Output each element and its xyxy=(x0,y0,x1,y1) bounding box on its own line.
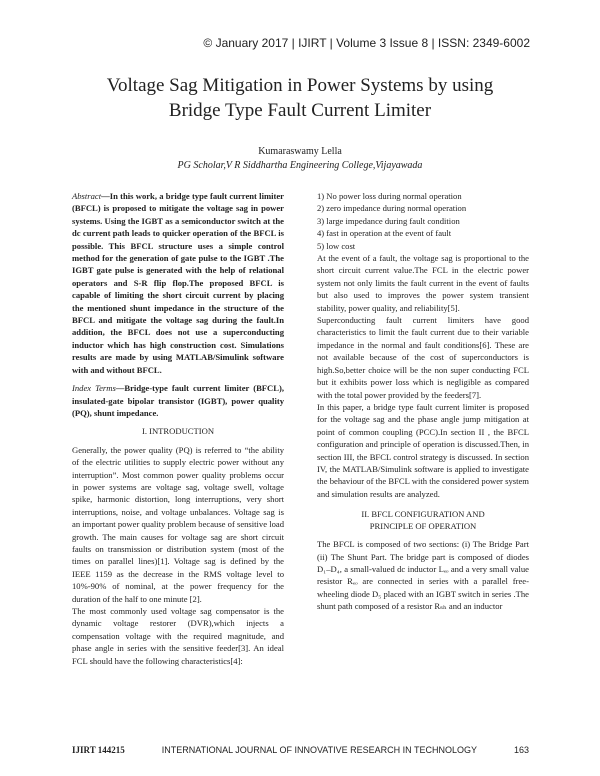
bfcl-paragraph: The BFCL is composed of two sections: (i) The Bridge Part (ii) The Shunt Part. The bridge part is composed of diodes D₁–D₄, a small-valued dc inductor Lₑₒ and a very small value resistor Rₑₒ are connected in series with a parallel free-wheeling diode D₅ placed with an IGBT switch in series .The shunt path composed of a resistor Rₛₕ and an inductor xyxy=(317,539,529,612)
abstract xyxy=(72,190,284,376)
section-heading-line: II. BFCL CONFIGURATION AND xyxy=(361,509,485,520)
index-terms xyxy=(72,382,284,419)
index-terms-label: Index Terms xyxy=(72,383,116,394)
fcl-characteristic-item: 3) large impedance during fault condition xyxy=(317,215,460,226)
body-paragraph: Superconducting fault current limiters have good characteristics to limit the fault current due to their variable impedance in the normal and fault conditions[6]. These are not available because of the cost of superconductors is high.So,better choice will be the non super conducting FCL but it exhibits power loss which is negligible as compared with the total power provided by the feeders[7]. xyxy=(317,315,529,400)
body-paragraph: In this paper, a bridge type fault current limiter is proposed for the voltage sag and the phase angle jump mitigation at point of common coupling (PCC).In section II , the BFCL configuration and principle of operation is discussed.Then, in section III, the BFCL control strategy is discussed. In section IV, the MATLAB/Simulink software is applied to investigate the behaviour of the BFCL with the considered power system and simulation results are analyzed. xyxy=(317,401,529,499)
journal-citation-header: © January 2017 | IJIRT | Volume 3 Issue 8 | ISSN: 2349-6002 xyxy=(203,36,530,50)
section-heading-line: PRINCIPLE OF OPERATION xyxy=(369,521,477,532)
index-terms-text: —Bridge-type fault current limiter (BFCL), insulated-gate bipolar transistor (IGBT), power quality (PQ), shunt impedance. xyxy=(72,383,284,418)
paper-title xyxy=(60,73,540,123)
abstract-label: Abstract xyxy=(72,191,102,201)
right-column xyxy=(317,190,529,613)
abstract-text: —In this work, a bridge type fault current limiter (BFCL) is proposed to mitigate the voltage sag in power systems. Using the IGBT as a semiconductor switch at the dc current path leads to quicker operation of the BFCL is possible. This BFCL structure uses a simple control method for the generation of gate pulse to the IGBT .The IGBT gate pulse is generated with the help of relational operators and S-R flip flop.The proposed BFCL is capable of limiting the short circuit current by placing the mentioned shunt impedance in the structure of the BFCL and mitigate the voltage sag during the fault.In addition, the BFCL does not use a superconducting inductor which has high construction cost. Simulations results are made by using MATLAB/Simulink software with and without BFCL. xyxy=(72,191,284,375)
intro-paragraph-1: Generally, the power quality (PQ) is referred to “the ability of the electric utilities to supply electric power without any interruption”. Most common power quality problems occur in power systems are voltage sag, voltage swell, voltage spike, harmonic distortion, long interruptions, very short interruptions, noise, and voltage unbalances. Voltage sag is an important power quality problem because of sensitive load growth. The main causes for voltage sag are short circuit faults on transmission or distribution system (most of the times on parallel lines)[1]. Voltage sag is defined by the IEEE 1159 as the decrease in the RMS voltage level to 10%-90% of nominal, at the power frequency for the duration of the half to one minute [2]. xyxy=(72,444,284,604)
fcl-characteristic-item: 2) zero impedance during normal operation xyxy=(317,203,467,214)
journal-name: INTERNATIONAL JOURNAL OF INNOVATIVE RESEARCH IN TECHNOLOGY xyxy=(161,745,477,755)
section-heading-introduction: I. INTRODUCTION xyxy=(141,426,215,437)
body-paragraph: At the event of a fault, the voltage sag is proportional to the short circuit current value.The FCL in the electric power system not only limits the fault current in the event of faults but also used to improves the power system transient stability, power quality, and reliability[5]. xyxy=(317,253,529,313)
intro-paragraph-2: The most commonly used voltage sag compensator is the dynamic voltage restorer (DVR),which injects a compensation voltage with the required magnitude, and phase angle in series with the sensitive feeder[3]. An ideal FCL should have the following characteristics[4]: xyxy=(72,606,284,666)
left-column xyxy=(72,190,284,667)
title-line-2: Bridge Type Fault Current Limiter xyxy=(168,100,432,121)
page-footer xyxy=(72,745,529,755)
paper-id: IJIRT 144215 xyxy=(72,745,125,755)
page-number: 163 xyxy=(513,745,529,755)
author-affiliation: PG Scholar,V R Siddhartha Engineering College,Vijayawada xyxy=(177,160,423,171)
author-name: Kumaraswamy Lella xyxy=(258,146,342,157)
fcl-characteristic-item: 4) fast in operation at the event of fault xyxy=(317,228,452,239)
title-line-1: Voltage Sag Mitigation in Power Systems by using xyxy=(106,75,494,96)
fcl-characteristic-item: 1) No power loss during normal operation xyxy=(317,191,462,201)
section-heading-bfcl-configuration xyxy=(317,508,529,532)
fcl-characteristic-item: 5) low cost xyxy=(317,240,356,251)
